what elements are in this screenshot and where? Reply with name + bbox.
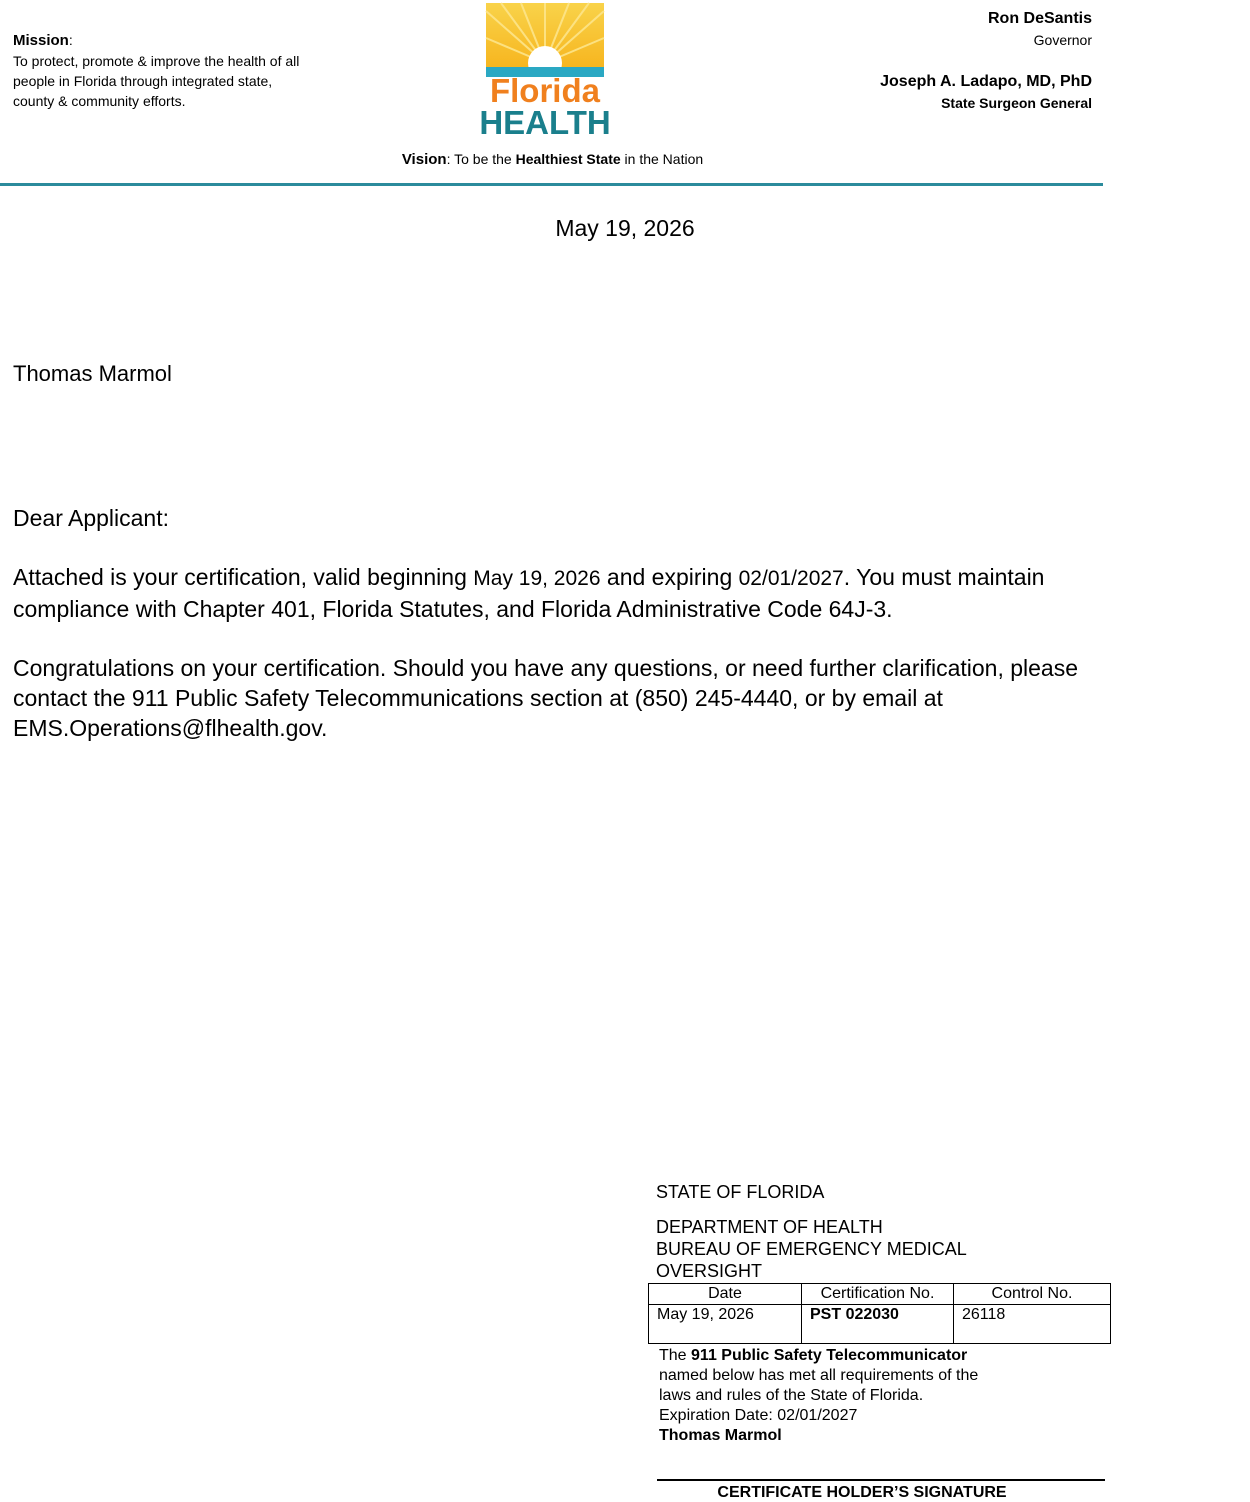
salutation: Dear Applicant:	[13, 505, 169, 531]
col-control-no: Control No.	[954, 1284, 1111, 1305]
table-row	[649, 1305, 1111, 1344]
holder-role: 911 Public Safety Telecommunicator	[691, 1347, 968, 1364]
florida-health-logo	[479, 3, 611, 141]
cert-department: DEPARTMENT OF HEALTH	[656, 1217, 883, 1237]
certificate-holder-text	[659, 1346, 1079, 1446]
holder-name: Thomas Marmol	[659, 1427, 782, 1444]
logo-word-florida: Florida	[489, 72, 601, 109]
letter-date: May 19, 2026	[555, 215, 695, 241]
surgeon-general-name: Joseph A. Ladapo, MD, PhD	[880, 73, 1092, 90]
holder-pre: The	[659, 1347, 687, 1364]
surgeon-general-title: State Surgeon General	[941, 95, 1092, 111]
table-header-row	[649, 1284, 1111, 1305]
signature-label: CERTIFICATE HOLDER’S SIGNATURE	[717, 1484, 1007, 1501]
vision-post: in the Nation	[624, 151, 704, 167]
mission-statement	[13, 30, 313, 111]
header-divider	[0, 183, 1103, 186]
vision-pre: To be the	[454, 151, 512, 167]
validity-text-b: and expiring	[606, 564, 733, 590]
holder-statement	[659, 1346, 999, 1406]
logo-word-health: HEALTH	[479, 104, 611, 141]
control-number-value: 26118	[954, 1305, 1111, 1344]
paragraph-validity	[13, 562, 1128, 624]
governor-title: Governor	[1033, 32, 1092, 48]
recipient-name: Thomas Marmol	[13, 361, 172, 386]
validity-text-c: . You must maintain compliance with Chapter 401, Florida Statutes, and Florida Administrative Code 64J-3.	[13, 564, 1045, 622]
vision-bold: Healthiest State	[515, 151, 621, 167]
certificate-heading	[656, 1181, 1116, 1282]
cert-number-value: PST 022030	[802, 1305, 954, 1344]
sun-logo-icon	[479, 3, 611, 141]
certificate-table	[648, 1283, 1111, 1344]
col-date: Date	[649, 1284, 802, 1305]
cert-date-value: May 19, 2026	[649, 1305, 802, 1344]
validity-text-a: Attached is your certification, valid beginning	[13, 564, 467, 590]
paragraph-contact: Congratulations on your certification. Should you have any questions, or need further clarification, please contact the 911 Public Safety Telecommunications section at (850) 245-4440, or by email at EMS.Operations@flhealth.gov.	[13, 655, 1079, 741]
col-cert-no: Certification No.	[802, 1284, 954, 1305]
cert-bureau: BUREAU OF EMERGENCY MEDICAL OVERSIGHT	[656, 1239, 967, 1281]
mission-text: To protect, promote & improve the health of all people in Florida through integrated state, county & community efforts.	[13, 53, 300, 109]
mission-colon: :	[68, 32, 73, 48]
valid-from-date: May 19, 2026	[473, 567, 601, 590]
cert-state: STATE OF FLORIDA	[656, 1182, 825, 1202]
mission-label: Mission	[13, 32, 69, 49]
officials-block	[672, 8, 1092, 113]
holder-expiration: Expiration Date: 02/01/2027	[659, 1407, 858, 1424]
vision-statement: Vision: To be the Healthiest State in the Nation	[401, 151, 704, 168]
vision-label: Vision	[401, 151, 447, 168]
governor-name: Ron DeSantis	[987, 10, 1092, 27]
holder-requirements: named below has met all requirements of the laws and rules of the State of Florida.	[659, 1367, 979, 1404]
signature-line	[657, 1479, 1105, 1481]
letter-body	[13, 503, 1128, 772]
expiration-date: 02/01/2027	[738, 567, 844, 590]
